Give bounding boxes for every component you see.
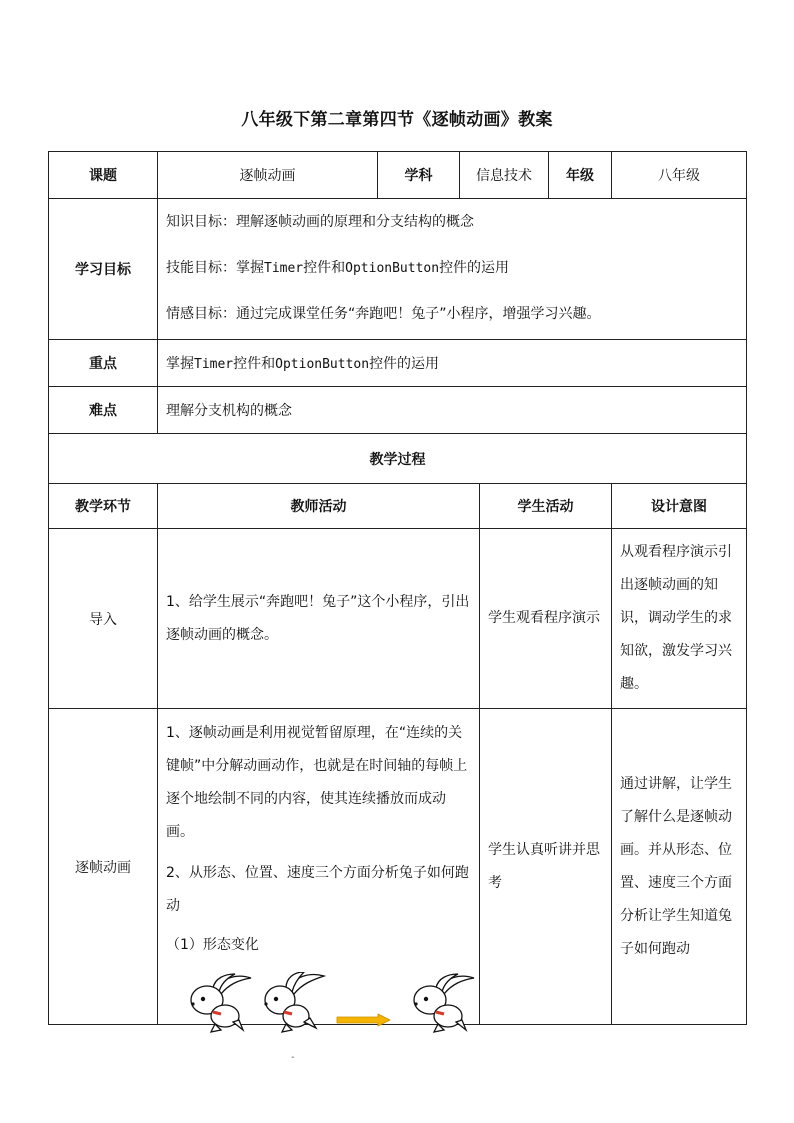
topic-value: 逐帧动画 — [158, 152, 378, 199]
frame-student-text: 学生认真听讲并思考 — [488, 841, 600, 891]
objectives-cell — [158, 199, 747, 340]
document-title: 八年级下第二章第四节《逐帧动画》教案 — [241, 110, 553, 130]
frame-student — [480, 709, 612, 1025]
intro-student — [480, 529, 612, 709]
frame-intent — [612, 709, 747, 1025]
frame-teacher-p2: 2、从形态、位置、速度三个方面分析兔子如何跑动 — [166, 865, 469, 914]
key-timer: Timer — [194, 357, 234, 372]
process-header-row — [49, 484, 747, 529]
process-title-row — [49, 434, 747, 484]
header-row — [49, 152, 747, 199]
intro-intent-text: 从观看程序演示引出逐帧动画的知识，调动学生的求知欲，激发学习兴趣。 — [620, 544, 732, 692]
rabbit-frame-1-image — [185, 972, 255, 1034]
rabbit-frame-2-image — [260, 972, 328, 1034]
difficulty-value: 理解分支机构的概念 — [158, 387, 747, 434]
teacher-header: 教师活动 — [158, 484, 480, 529]
skill-option: OptionButton — [345, 261, 440, 276]
grade-value: 八年级 — [612, 152, 747, 199]
key-point-row — [49, 340, 747, 387]
intro-teacher-text: 1、给学生展示“奔跑吧！兔子”这个小程序，引出逐帧动画的概念。 — [166, 593, 470, 643]
subject-value: 信息技术 — [460, 152, 549, 199]
lesson-plan-table — [48, 151, 747, 1025]
frame-animation-row — [49, 709, 747, 1025]
intent-header: 设计意图 — [612, 484, 747, 529]
skill-objective — [158, 245, 746, 291]
key-point-label: 重点 — [49, 340, 158, 387]
key-suffix: 控件的运用 — [369, 356, 440, 372]
difficulty-row — [49, 387, 747, 434]
emotion-objective: 情感目标：通过完成课堂任务“奔跑吧！兔子”小程序，增强学习兴趣。 — [166, 306, 601, 322]
topic-label: 课题 — [49, 152, 158, 199]
stage-header: 教学环节 — [49, 484, 158, 529]
intro-stage: 导入 — [49, 529, 158, 709]
subject-label: 学科 — [378, 152, 460, 199]
frame-intent-text: 通过讲解，让学生了解什么是逐帧动画。并从形态、位置、速度三个方面分析让学生知道兔子如何跑动 — [620, 775, 732, 957]
frame-stage: 逐帧动画 — [49, 709, 158, 1025]
rabbit-frame-3-image — [408, 972, 478, 1034]
skill-suffix: 控件的运用 — [439, 260, 510, 276]
key-option: OptionButton — [275, 357, 370, 372]
skill-timer: Timer — [264, 261, 304, 276]
frame-teacher-p1: 1、逐帧动画是利用视觉暂留原理，在“连续的关键帧”中分解动画动作，也就是在时间轴的每帧上逐个地绘制不同的内容，使其连续播放而成动画。 — [166, 725, 468, 840]
skill-mid: 控件和 — [303, 260, 346, 276]
key-prefix: 掌握 — [166, 356, 194, 372]
objectives-row — [49, 199, 747, 340]
objectives-label: 学习目标 — [49, 199, 158, 340]
skill-prefix: 技能目标：掌握 — [166, 260, 264, 276]
knowledge-objective: 知识目标：理解逐帧动画的原理和分支结构的概念 — [166, 214, 474, 230]
process-title: 教学过程 — [49, 434, 747, 484]
intro-intent — [612, 529, 747, 709]
intro-student-text: 学生观看程序演示 — [488, 610, 600, 626]
key-mid: 控件和 — [233, 356, 276, 372]
intro-teacher — [158, 529, 480, 709]
arrow-right-icon — [336, 1013, 392, 1027]
key-point-value — [158, 340, 747, 387]
frame-teacher-p3: （1）形态变化 — [166, 937, 259, 953]
footer-mark: - — [291, 1052, 295, 1063]
intro-row — [49, 529, 747, 709]
difficulty-label: 难点 — [49, 387, 158, 434]
grade-label: 年级 — [549, 152, 612, 199]
student-header: 学生活动 — [480, 484, 612, 529]
